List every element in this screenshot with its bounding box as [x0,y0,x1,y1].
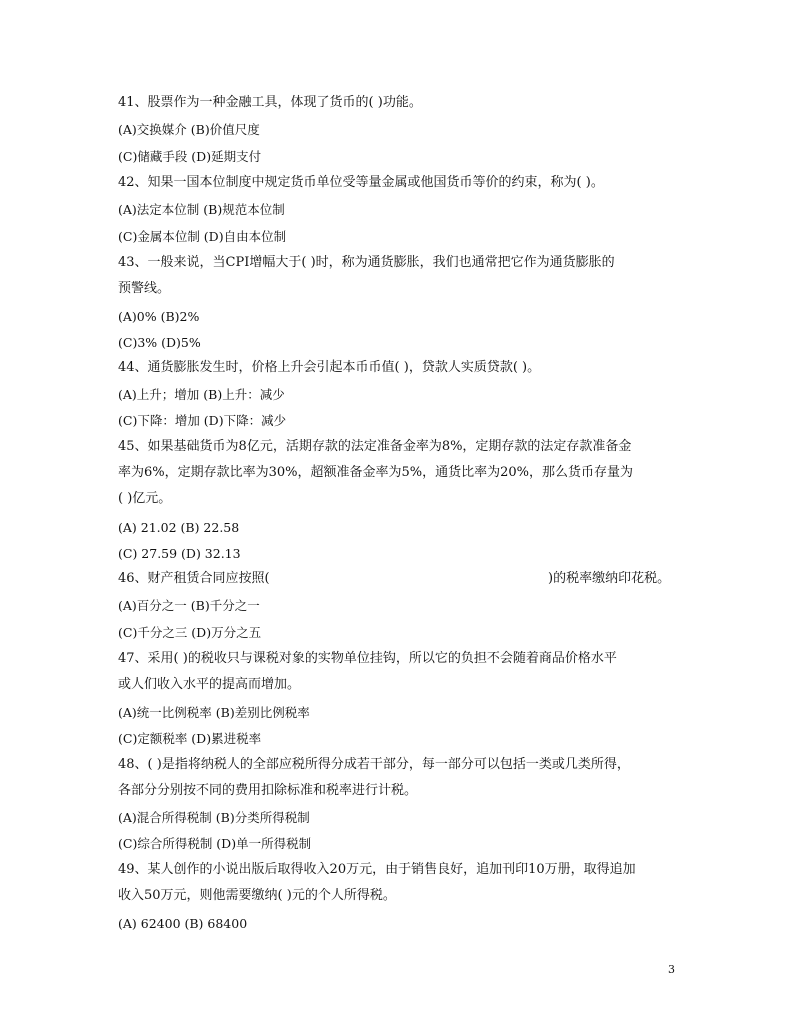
question-43-text-line1: 43、一般来说，当CPI增幅大于( )时，称为通货膨胀，我们也通常把它作为通货膨胀的 [118,255,615,270]
question-41-text: 41、股票作为一种金融工具，体现了货币的( )功能。 [118,95,422,110]
question-47-option-ab: (A)统一比例税率 (B)差别比例税率 [118,705,310,720]
question-48-option-cd: (C)综合所得税制 (D)单一所得税制 [118,836,312,851]
question-46-text-start: 46、财产租赁合同应按照( [118,571,270,586]
question-44-text: 44、通货膨胀发生时，价格上升会引起本币币值( )，贷款人实质贷款( )。 [118,360,541,375]
question-42-option-cd: (C)金属本位制 (D)自由本位制 [118,229,287,244]
question-43-text-line2: 预警线。 [118,281,171,296]
question-44-option-ab: (A)上升；增加 (B)上升：减少 [118,387,285,402]
question-43-option-cd: (C)3% (D)5% [118,335,201,350]
question-46-option-ab: (A)百分之一 (B)千分之一 [118,598,260,613]
page-number: 3 [668,963,675,976]
question-45-option-ab: (A) 21.02 (B) 22.58 [118,520,240,535]
question-42-text: 42、知果一国本位制度中规定货币单位受等量金属或他国货币等价的约束，称为( )。 [118,175,604,190]
question-47-option-cd: (C)定额税率 (D)累进税率 [118,731,262,746]
question-45-text-line2: 率为6%，定期存款比率为30%，超额准备金率为5%，通货比率为20%，那么货币存量为 [118,465,634,480]
question-47-text-line1: 47、采用( )的税收只与课税对象的实物单位挂钩，所以它的负担不会随着商品价格水平 [118,651,617,666]
question-41-option-cd: (C)储藏手段 (D)延期支付 [118,149,262,164]
question-43-option-ab: (A)0% (B)2% [118,309,200,324]
question-49-text-line2: 收入50万元，则他需要缴纳( )元的个人所得税。 [118,888,396,903]
question-45-text-line3: ( )亿元。 [118,491,172,506]
question-49-text-line1: 49、某人创作的小说出版后取得收入20万元，由于销售良好，追加刊印10万册，取得追加 [118,862,636,877]
question-44-option-cd: (C)下降：增加 (D)下降：减少 [118,413,287,428]
question-45-text-line1: 45、如果基础货币为8亿元，活期存款的法定准备金率为8%，定期存款的法定存款准备金 [118,439,632,454]
question-42-option-ab: (A)法定本位制 (B)规范本位制 [118,202,285,217]
question-48-text-line2: 各部分分别按不同的费用扣除标准和税率进行计税。 [118,783,418,798]
question-49-option-ab: (A) 62400 (B) 68400 [118,916,248,931]
question-47-text-line2: 或人们收入水平的提高而增加。 [118,677,301,692]
question-48-option-ab: (A)混合所得税制 (B)分类所得税制 [118,810,310,825]
question-46-text-end: )的税率缴纳印花税。 [548,571,671,586]
question-46-option-cd: (C)千分之三 (D)万分之五 [118,625,262,640]
question-41-option-ab: (A)交换媒介 (B)价值尺度 [118,122,260,137]
question-45-option-cd: (C) 27.59 (D) 32.13 [118,546,241,561]
question-48-text-line1: 48、( )是指将纳税人的全部应税所得分成若干部分，每一部分可以包括一类或几类所得， [118,757,630,772]
